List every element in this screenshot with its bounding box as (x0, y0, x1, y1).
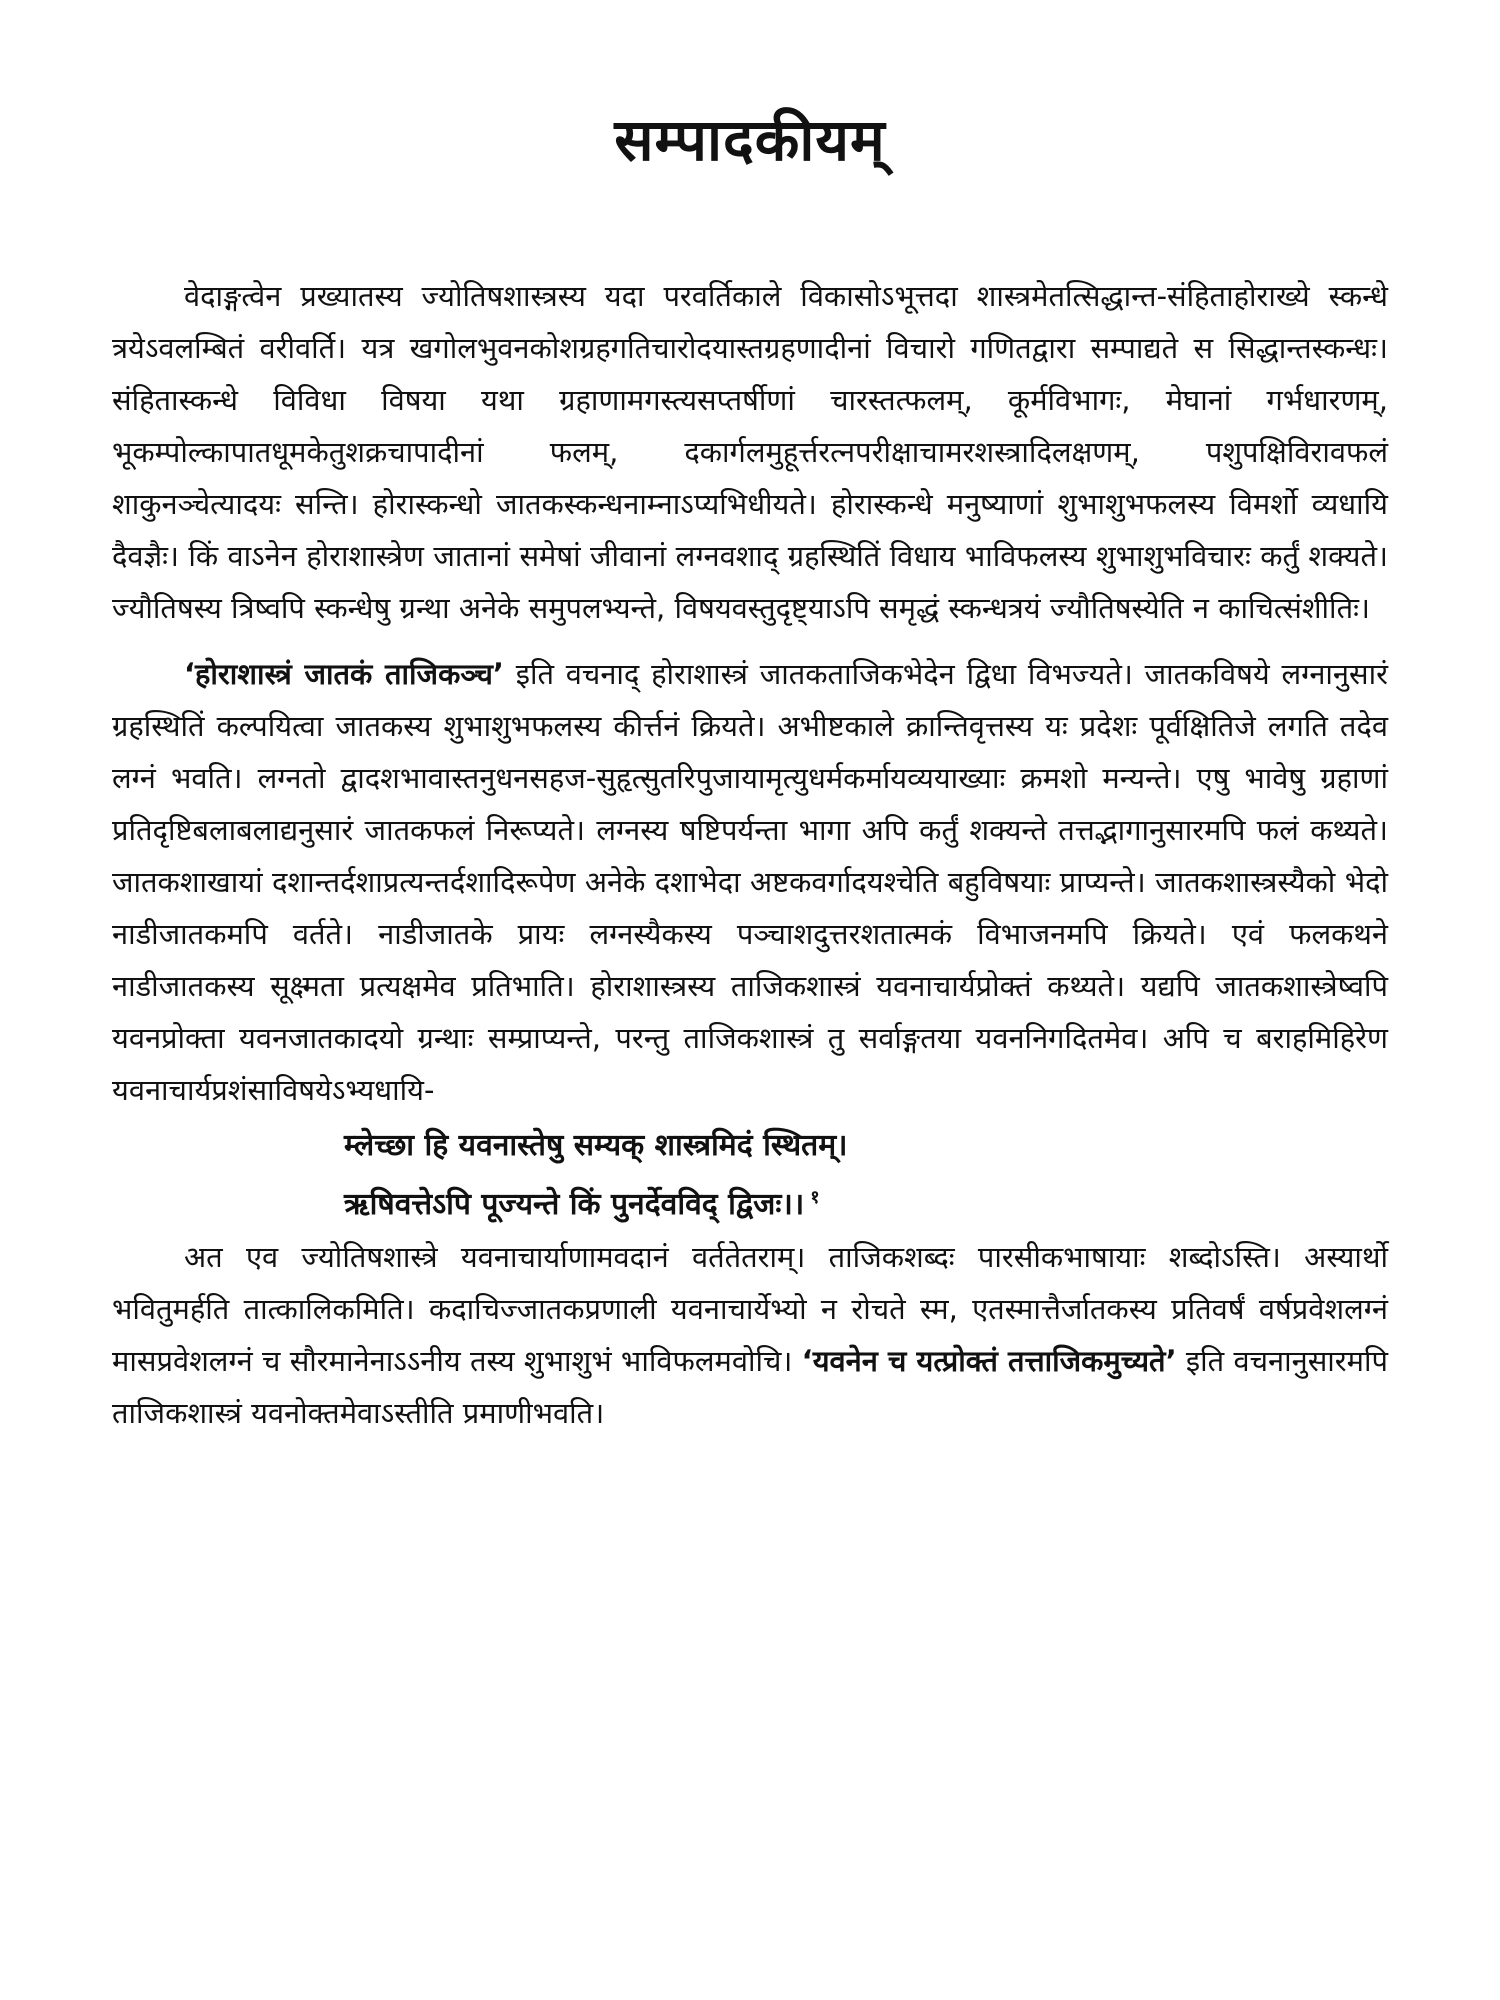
paragraph-3 (112, 1231, 1388, 1439)
page-title: सम्पादकीयम् (614, 106, 886, 174)
paragraph-2-quote: ‘होराशास्त्रं जातकं ताजिकञ्च’ (184, 657, 504, 691)
verse-line-2 (344, 1172, 1388, 1231)
paragraph-3-quote: ‘यवनेन च यत्प्रोक्तं तत्ताजिकमुच्यते’ (801, 1344, 1177, 1378)
paragraph-3-text: अत एव ज्योतिषशास्त्रे यवनाचार्याणामवदानं वर्ततेतराम्। ताजिकशब्दः पारसीकभाषायाः शब्दोऽस्ति। अस्यार्थो भवितुमर्हति तात्कालिकमिति। कदाचिज्जातकप्रणाली यवनाचार्येभ्यो न रोचते स्म, एतस्मात्तैर्जातकस्य प्रतिवर्षं वर्षप्रवेशलग्नं मासप्रवेशलग्नं च सौरमानेनाऽऽनीय तस्य शुभाशुभं भाविफलमवोचि। (112, 1240, 1388, 1378)
paragraph-3-end: इति वचनानुसारमपि ताजिकशास्त्रं यवनोक्तमेवाऽस्तीति प्रमाणीभवति। (112, 1344, 1388, 1430)
verse-block (344, 1120, 1388, 1231)
verse-line-2-text: ऋषिवत्तेऽपि पूज्यन्ते किं पुनर्देवविद् द्विजः।। (344, 1187, 805, 1222)
paragraph-1: वेदाङ्गत्वेन प्रख्यातस्य ज्योतिषशास्त्रस्य यदा परवर्तिकाले विकासोऽभूत्तदा शास्त्रमेतत्सिद्धान्त-संहिताहोराख्ये स्कन्धे त्रयेऽवलम्बितं वरीवर्ति। यत्र खगोलभुवनकोशग्रहगतिचारोदयास्तग्रहणादीनां विचारो गणितद्वारा सम्पाद्यते स सिद्धान्तस्कन्धः। संहितास्कन्धे विविधा विषया यथा ग्रहाणामगस्त्यसप्तर्षीणां चारस्तत्फलम्, कूर्मविभागः, मेघानां गर्भधारणम्, भूकम्पोल्कापातधूमकेतुशक्रचापादीनां फलम्, दकार्गलमुहूर्त्तरत्नपरीक्षाचामरशस्त्रादिलक्षणम्, पशुपक्षिविरावफलं शाकुनञ्चेत्यादयः सन्ति। होरास्कन्धो जातकस्कन्धनाम्नाऽप्यभिधीयते। होरास्कन्धे मनुष्याणां शुभाशुभफलस्य विमर्शो व्यधायि दैवज्ञैः। किं वाऽनेन होराशास्त्रेण जातानां समेषां जीवानां लग्नवशाद् ग्रहस्थितिं विधाय भाविफलस्य शुभाशुभविचारः कर्तुं शक्यते। ज्यौतिषस्य त्रिष्वपि स्कन्धेषु ग्रन्था अनेके समुपलभ्यन्ते, विषयवस्तुदृष्ट्याऽपि समृद्धं स्कन्धत्रयं ज्यौतिषस्येति न काचित्संशीतिः। (112, 279, 1388, 625)
paragraph-2 (112, 648, 1388, 1116)
footnote-marker: १ (810, 1187, 820, 1208)
paragraph-2-text: इति वचनाद् होराशास्त्रं जातकताजिकभेदेन द्विधा विभज्यते। जातकविषये लग्नानुसारं ग्रहस्थितिं कल्पयित्वा जातकस्य शुभाशुभफलस्य कीर्त्तनं क्रियते। अभीष्टकाले क्रान्तिवृत्तस्य यः प्रदेशः पूर्वक्षितिजे लगति तदेव लग्नं भवति। लग्नतो द्वादशभावास्तनुधनसहज-सुहृत्सुतरिपुजायामृत्युधर्मकर्मायव्ययाख्याः क्रमशो मन्यन्ते। एषु भावेषु ग्रहाणां प्रतिदृष्टिबलाबलाद्यनुसारं जातकफलं निरूप्यते। लग्नस्य षष्टिपर्यन्ता भागा अपि कर्तुं शक्यन्ते तत्तद्भागानुसारमपि फलं कथ्यते। जातकशाखायां दशान्तर्दशाप्रत्यन्तर्दशादिरूपेण अनेके दशाभेदा अष्टकवर्गादयश्चेति बहुविषयाः प्राप्यन्ते। जातकशास्त्रस्यैको भेदो नाडीजातकमपि वर्तते। नाडीजातके प्रायः लग्नस्यैकस्य पञ्चाशदुत्तरशतात्मकं विभाजनमपि क्रियते। एवं फलकथने नाडीजातकस्य सूक्ष्मता प्रत्यक्षमेव प्रतिभाति। होराशास्त्रस्य ताजिकशास्त्रं यवनाचार्यप्रोक्तं कथ्यते। यद्यपि जातकशास्त्रेष्वपि यवनप्रोक्ता यवनजातकादयो ग्रन्थाः सम्प्राप्यन्ते, परन्तु ताजिकशास्त्रं तु सर्वाङ्गतया यवननिगदितमेव। अपि च बराहमिहिरेण यवनाचार्यप्रशंसाविषयेऽभ्यधायि- (112, 657, 1388, 1107)
document-page (112, 100, 1388, 1960)
verse-line-1: म्लेच्छा हि यवनास्तेषु सम्यक् शास्त्रमिदं स्थितम्। (344, 1128, 848, 1163)
editorial-body (112, 270, 1388, 1439)
